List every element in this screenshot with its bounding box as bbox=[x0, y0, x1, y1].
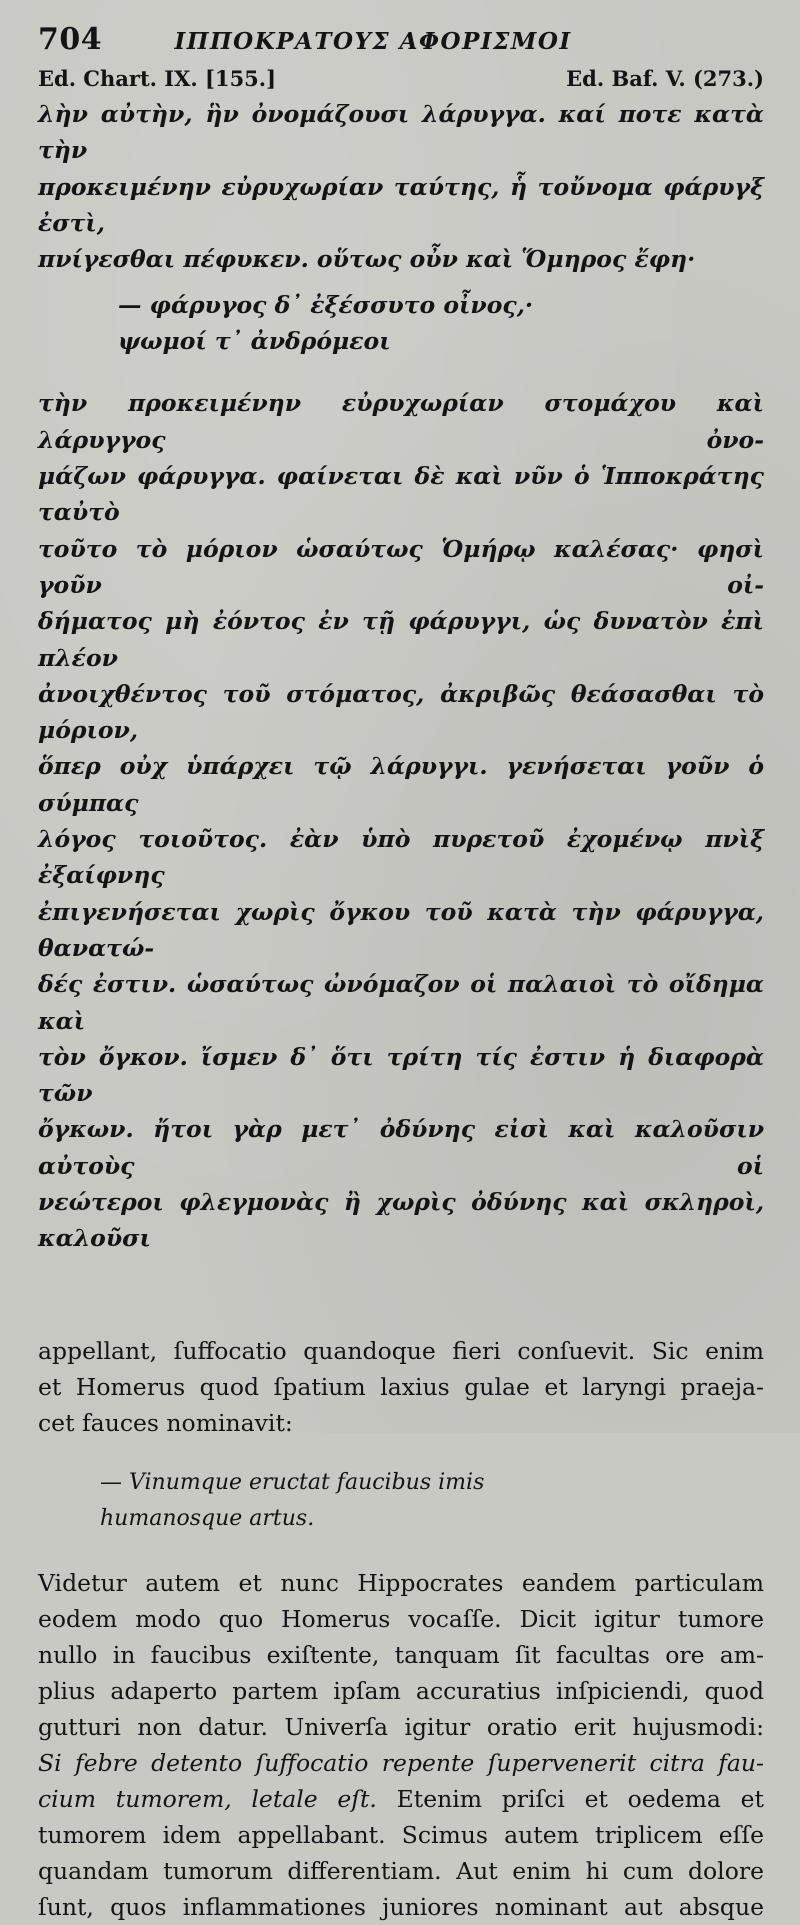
page-number: 704 bbox=[38, 22, 103, 57]
greek-line: δές ἐστιν. ὡσαύτως ὠνόμαζον οἱ παλαιοὶ τὸ οἴδημα καὶ bbox=[38, 970, 764, 1035]
greek-verse-quote bbox=[118, 287, 764, 359]
greek-line: πνίγεσθαι πέφυκεν. οὕτως οὖν καὶ Ὅμηρος ἔφη· bbox=[38, 245, 696, 274]
latin-line: appellant, ſuffocatio quandoque fieri conſuevit. Sic enim bbox=[38, 1336, 764, 1365]
edition-basel: Ed. Baf. V. (273.) bbox=[566, 66, 764, 91]
latin-line: et Homerus quod ſpatium laxius gulae et laryngi praeja- bbox=[38, 1372, 764, 1401]
greek-line: ὄγκων. ἤτοι γὰρ μετ᾽ ὀδύνης εἰσὶ καὶ καλοῦσιν αὐτοὺς οἱ bbox=[38, 1115, 764, 1180]
latin-line: nullo in faucibus exiſtente, tanquam ſit facultas ore am- bbox=[38, 1640, 764, 1669]
greek-line: δήματος μὴ ἐόντος ἐν τῇ φάρυγγι, ὡς δυνατὸν ἐπὶ πλέον bbox=[38, 607, 764, 672]
greek-line: λόγος τοιοῦτος. ἐὰν ὑπὸ πυρετοῦ ἐχομένῳ πνὶξ ἐξαίφνης bbox=[38, 825, 764, 890]
greek-line: τὴν προκειμένην εὐρυχωρίαν στομάχου καὶ λάρυγγος ὀνο- bbox=[38, 389, 764, 454]
aphorism-italic: Si febre detento ſuffocatio repente ſupervenerit citra fau- bbox=[38, 1748, 764, 1777]
greek-line: τὸν ὄγκον. ἴσμεν δ᾽ ὅτι τρίτη τίς ἐστιν ἡ διαφορὰ τῶν bbox=[38, 1042, 764, 1108]
greek-verse-line: ψωμοί τ᾽ ἀνδρόμεοι bbox=[118, 327, 391, 356]
greek-line: τοῦτο τὸ μόριον ὡσαύτως Ὁμήρῳ καλέσας· φησὶ γοῦν οἰ- bbox=[38, 534, 764, 599]
latin-line bbox=[38, 1745, 764, 1781]
greek-line: ἐπιγενήσεται χωρὶς ὄγκου τοῦ κατὰ τὴν φάρυγγα, θανατώ- bbox=[38, 897, 764, 962]
page-header bbox=[38, 22, 764, 66]
latin-line: ſunt, quos inflammationes juniores nominant aut absque bbox=[38, 1892, 764, 1921]
latin-text bbox=[38, 1333, 764, 1925]
greek-line: ὅπερ οὐχ ὑπάρχει τῷ λάρυγγι. γενήσεται γοῦν ὁ σύμπας bbox=[38, 752, 764, 817]
edition-chart: Ed. Chart. IX. [155.] bbox=[38, 66, 277, 91]
latin-line: plius adaperto partem ipſam accuratius inſpiciendi, quod bbox=[38, 1676, 764, 1705]
greek-line: προκειμένην εὐρυχωρίαν ταύτης, ἧ τοὔνομα φάρυγξ ἐστὶ, bbox=[38, 172, 764, 237]
greek-line: μάζων φάρυγγα. φαίνεται δὲ καὶ νῦν ὁ Ἱπποκράτης ταὐτὸ bbox=[38, 462, 764, 527]
greek-verse-line: — φάρυγος δ᾽ ἐξέσσυτο οἶνος,· bbox=[118, 291, 534, 320]
latin-line: quandam tumorum differentiam. Aut enim hi cum dolore bbox=[38, 1856, 764, 1885]
latin-line bbox=[38, 1781, 764, 1817]
greek-line: νεώτεροι φλεγμονὰς ἢ χωρὶς ὀδύνης καὶ σκληροὶ, καλοῦσι bbox=[38, 1188, 764, 1253]
latin-line: cet fauces nominavit: bbox=[38, 1408, 293, 1437]
latin-text-run: Etenim priſci et oedema et bbox=[376, 1784, 764, 1813]
latin-line: tumorem idem appellabant. Scimus autem triplicem eſſe bbox=[38, 1820, 764, 1849]
latin-verse-line: humanosque artus. bbox=[100, 1505, 315, 1531]
edition-line bbox=[38, 66, 764, 96]
aphorism-italic: cium tumorem, letale eſt. bbox=[38, 1784, 377, 1813]
section-gap bbox=[38, 1257, 764, 1333]
greek-line: ἀνοιχθέντος τοῦ στόματος, ἀκριβῶς θεάσασθαι τὸ μόριον, bbox=[38, 679, 764, 745]
latin-line: gutturi non datur. Univerſa igitur oratio erit hujusmodi: bbox=[38, 1712, 764, 1741]
latin-line: Videtur autem et nunc Hippocrates eandem particulam bbox=[38, 1568, 764, 1597]
running-title: ΙΠΠΟΚΡΑΤΟΥΣ ΑΦΟΡΙΣΜΟΙ bbox=[174, 28, 572, 55]
greek-line: λὴν αὐτὴν, ἣν ὀνομάζουσι λάρυγγα. καί ποτε κατὰ τὴν bbox=[38, 100, 764, 165]
latin-verse-quote bbox=[100, 1465, 764, 1537]
greek-text bbox=[38, 96, 764, 1257]
latin-verse-line: — Vinumque eructat faucibus imis bbox=[100, 1469, 485, 1495]
latin-line: eodem modo quo Homerus vocaſſe. Dicit igitur tumore bbox=[38, 1604, 764, 1633]
